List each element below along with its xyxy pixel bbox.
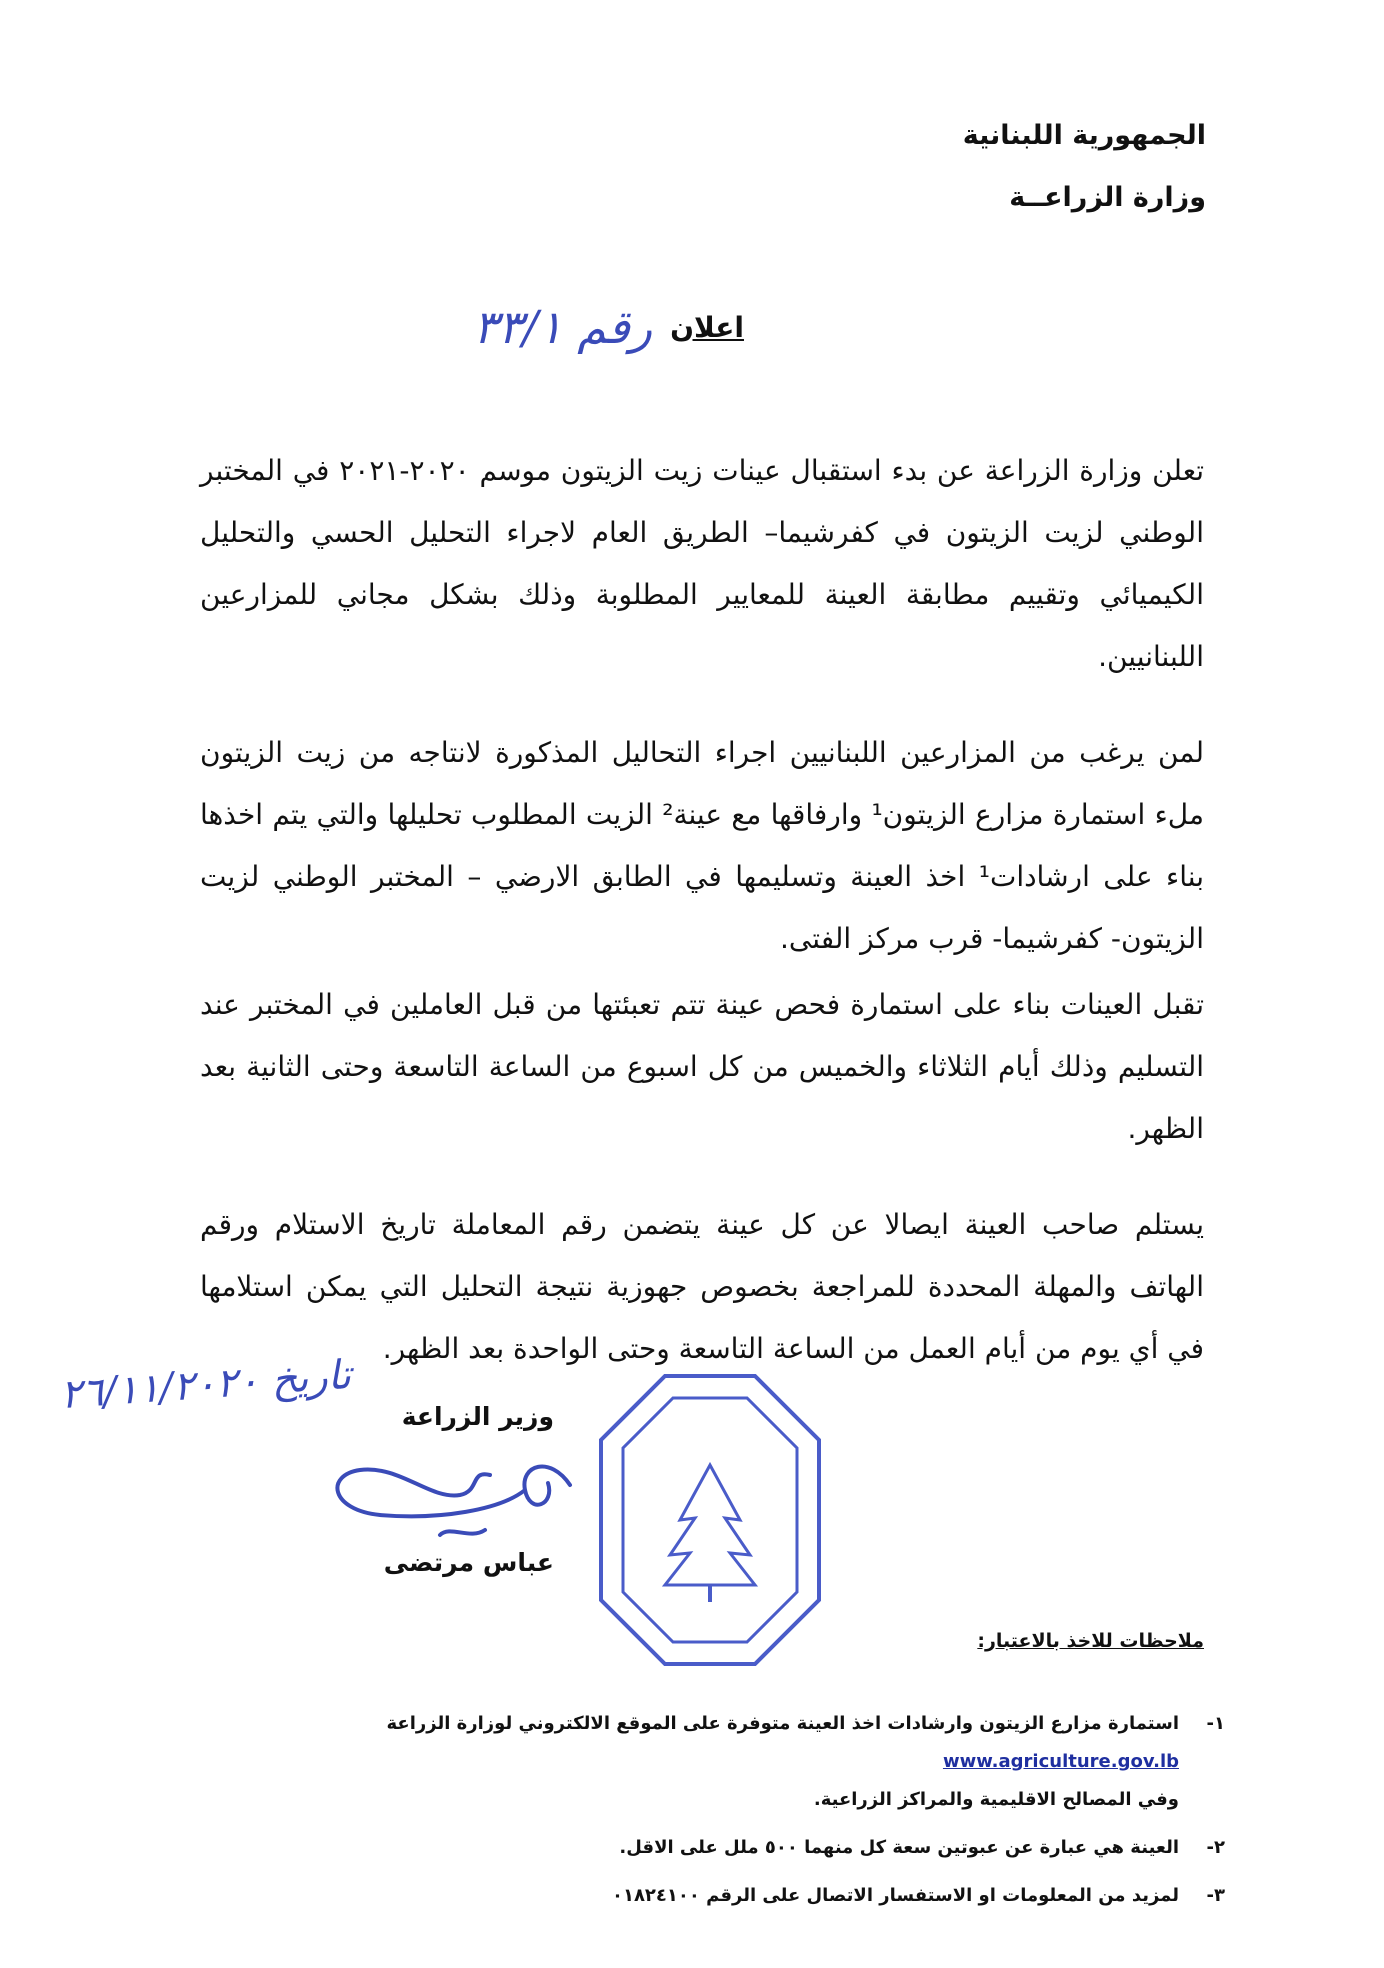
announcement-title: اعلان [670,310,744,344]
note-text: استمارة مزارع الزيتون وارشادات اخذ العينة متوفرة على الموقع الالكتروني لوزارة الزراعة [386,1713,1179,1734]
paragraph-3: تقبل العينات بناء على استمارة فحص عينة تتم تعبئتها من قبل العاملين في المختبر عند التسليم وذلك أيام الثلاثاء والخميس من كل اسبوع من الساعة التاسعة وحتى الثانية بعد الظهر. [200,988,1204,1145]
notes-list [215,1705,1225,1925]
ministry-name: وزارة الزراعــة [1009,182,1206,213]
note-number: ٢- [1206,1837,1225,1858]
handwritten-date: تاريخ ٢٦/١١/٢٠٢٠ [58,1351,353,1419]
minister-title: وزير الزراعة [401,1402,554,1431]
cedar-tree-icon [665,1465,755,1602]
agriculture-website-link[interactable]: www.agriculture.gov.lb [942,1751,1179,1772]
handwritten-announcement-number: رقم ٣٣/١ [473,300,653,354]
ministry-stamp [595,1370,825,1670]
note-item-2 [215,1829,1225,1867]
note-text: لمزيد من المعلومات او الاستفسار الاتصال على الرقم ٠١٨٢٤١٠٠ [611,1885,1179,1906]
note-item-1 [215,1705,1225,1819]
note-item-3 [215,1877,1225,1915]
minister-name: عباس مرتضى [383,1548,554,1577]
letterhead [963,105,1206,229]
note-number: ٣- [1206,1885,1225,1906]
notes-title: ملاحظات للاخذ بالاعتبار: [977,1630,1204,1652]
handwritten-signature [320,1445,580,1555]
announcement-title-row [473,300,744,354]
paragraph-4: يستلم صاحب العينة ايصالا عن كل عينة يتضمن رقم المعاملة تاريخ الاستلام ورقم الهاتف والمهلة المحددة للمراجعة بخصوص جهوزية نتيجة التحليل التي يمكن استلامها في أي يوم من أيام العمل من الساعة التاسعة وحتى الواحدة بعد الظهر. [200,1208,1204,1365]
note-text-continued: وفي المصالح الاقليمية والمراكز الزراعية. [813,1789,1179,1810]
republic-name: الجمهورية اللبنانية [962,120,1206,151]
note-text: العينة هي عبارة عن عبوتين سعة كل منهما ٥٠٠ ملل على الاقل. [619,1837,1179,1858]
paragraph-1: تعلن وزارة الزراعة عن بدء استقبال عينات زيت الزيتون موسم ٢٠٢٠-٢٠٢١ في المختبر الوطني لزيت الزيتون في كفرشيما– الطريق العام لاجراء التحليل الحسي والتحليل الكيميائي وتقييم مطابقة العينة للمعايير المطلوبة وذلك بشكل مجاني للمزارعين اللبنانيين. [200,454,1204,673]
note-number: ١- [1206,1713,1225,1734]
paragraph-2: لمن يرغب من المزارعين اللبنانيين اجراء التحاليل المذكورة لانتاجه من زيت الزيتون ملء استمارة مزارع الزيتون¹ وارفاقها مع عينة² الزيت المطلوب تحليلها والتي يتم اخذها بناء على ارشادات¹ اخذ العينة وتسليمها في الطابق الارضي – المختبر الوطني لزيت الزيتون- كفرشيما- قرب مركز الفتى. [200,736,1205,955]
